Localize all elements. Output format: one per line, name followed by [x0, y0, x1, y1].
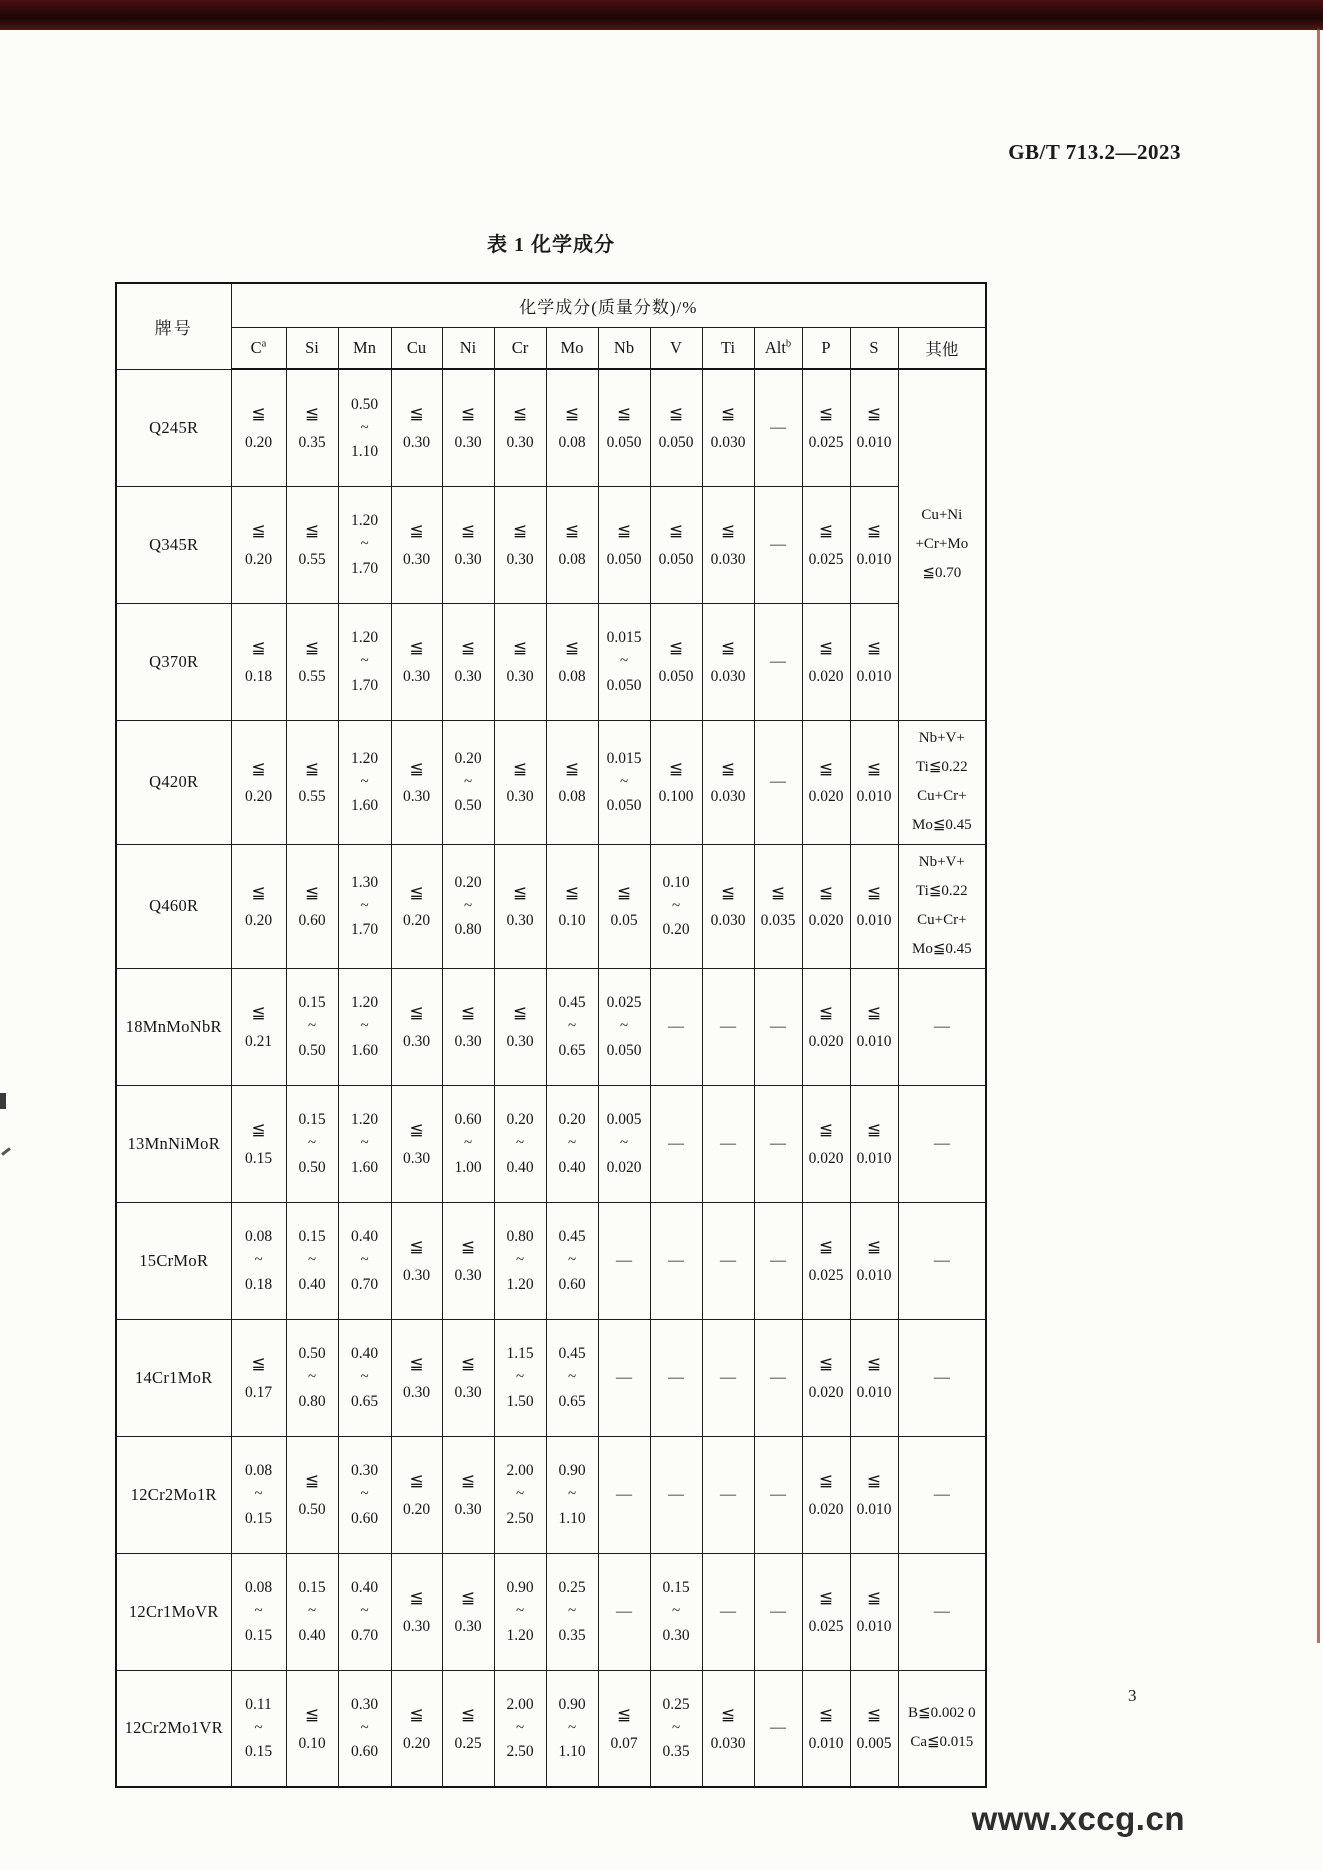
grade-cell: 12Cr1MoVR: [116, 1553, 231, 1670]
value-cell-P: ≦ 0.025: [802, 486, 850, 603]
value-cell-P: ≦ 0.025: [802, 369, 850, 486]
value-cell-Mo: ≦ 0.08: [546, 369, 598, 486]
value-cell-S: ≦ 0.010: [850, 603, 898, 720]
scan-edge-mark: [1, 1147, 11, 1156]
value-cell-Mn: 0.40 ~ 0.70: [338, 1553, 391, 1670]
value-cell-Mn: 1.20 ~ 1.60: [338, 968, 391, 1085]
value-cell-其他: —: [898, 968, 986, 1085]
value-cell-C: ≦ 0.20: [231, 486, 286, 603]
value-cell-P: ≦ 0.020: [802, 968, 850, 1085]
table-row-12Cr1MoVR: [116, 1553, 986, 1670]
value-cell-Alt: —: [754, 968, 802, 1085]
standard-code: GB/T 713.2—2023: [1008, 140, 1181, 164]
value-cell-Nb: ≦ 0.050: [598, 486, 650, 603]
value-cell-Nb: 0.015 ~ 0.050: [598, 720, 650, 844]
value-cell-Cr: ≦ 0.30: [494, 369, 546, 486]
value-cell-Ti: ≦ 0.030: [702, 1670, 754, 1787]
value-cell-Ni: 0.60 ~ 1.00: [442, 1085, 494, 1202]
watermark-url: www.xccg.cn: [971, 1800, 1185, 1837]
value-cell-Ni: ≦ 0.30: [442, 1202, 494, 1319]
value-cell-Mn: 0.40 ~ 0.70: [338, 1202, 391, 1319]
value-cell-Cu: ≦ 0.30: [391, 369, 442, 486]
value-cell-Alt: —: [754, 603, 802, 720]
value-cell-Ti: —: [702, 1553, 754, 1670]
value-cell-S: ≦ 0.010: [850, 1436, 898, 1553]
column-header-S: S: [850, 327, 898, 369]
value-cell-C: 0.08 ~ 0.15: [231, 1436, 286, 1553]
column-header-P: P: [802, 327, 850, 369]
value-cell-其他: —: [898, 1553, 986, 1670]
value-cell-Cr: 0.20 ~ 0.40: [494, 1085, 546, 1202]
value-cell-Ti: —: [702, 1319, 754, 1436]
value-cell-C: 0.08 ~ 0.18: [231, 1202, 286, 1319]
value-cell-Cr: ≦ 0.30: [494, 844, 546, 968]
value-cell-V: 0.25 ~ 0.35: [650, 1670, 702, 1787]
value-cell-Mn: 1.20 ~ 1.70: [338, 486, 391, 603]
value-cell-Ti: ≦ 0.030: [702, 603, 754, 720]
value-cell-Alt: —: [754, 720, 802, 844]
value-cell-Ni: 0.20 ~ 0.80: [442, 844, 494, 968]
value-cell-Cu: ≦ 0.30: [391, 486, 442, 603]
value-cell-Cu: ≦ 0.30: [391, 720, 442, 844]
value-cell-Cu: ≦ 0.30: [391, 1085, 442, 1202]
table-title: 表 1 化学成分: [487, 234, 615, 256]
column-header-Mo: Mo: [546, 327, 598, 369]
table-row-13MnNiMoR: [116, 1085, 986, 1202]
value-cell-V: ≦ 0.050: [650, 369, 702, 486]
value-cell-其他: —: [898, 1436, 986, 1553]
value-cell-Alt: ≦ 0.035: [754, 844, 802, 968]
table-row-12Cr2Mo1R: [116, 1436, 986, 1553]
value-cell-Ti: —: [702, 1085, 754, 1202]
value-cell-Cr: 2.00 ~ 2.50: [494, 1436, 546, 1553]
value-cell-V: —: [650, 1319, 702, 1436]
value-cell-Mo: 0.45 ~ 0.60: [546, 1202, 598, 1319]
value-cell-Alt: —: [754, 1319, 802, 1436]
value-cell-Ti: —: [702, 1202, 754, 1319]
value-cell-其他: —: [898, 1319, 986, 1436]
value-cell-Nb: ≦ 0.07: [598, 1670, 650, 1787]
column-header-Alt: Alt$^b$: [754, 327, 802, 369]
value-cell-Ti: —: [702, 1436, 754, 1553]
value-cell-Mn: 0.50 ~ 1.10: [338, 369, 391, 486]
value-cell-Cu: ≦ 0.30: [391, 603, 442, 720]
value-cell-V: ≦ 0.100: [650, 720, 702, 844]
value-cell-Ti: ≦ 0.030: [702, 720, 754, 844]
value-cell-Mo: 0.20 ~ 0.40: [546, 1085, 598, 1202]
column-header-Cr: Cr: [494, 327, 546, 369]
value-cell-其他: B≦0.002 0 Ca≦0.015: [898, 1670, 986, 1787]
value-cell-Cu: ≦ 0.30: [391, 1202, 442, 1319]
value-cell-Mo: ≦ 0.10: [546, 844, 598, 968]
value-cell-Alt: —: [754, 1085, 802, 1202]
grade-cell: 15CrMoR: [116, 1202, 231, 1319]
value-cell-P: ≦ 0.025: [802, 1202, 850, 1319]
value-cell-Nb: ≦ 0.05: [598, 844, 650, 968]
scan-edge-mark: [0, 1093, 6, 1109]
value-cell-Nb: —: [598, 1202, 650, 1319]
value-cell-Cu: ≦ 0.20: [391, 1436, 442, 1553]
value-cell-V: ≦ 0.050: [650, 603, 702, 720]
table-row-Q245R: [116, 369, 986, 486]
value-cell-C: ≦ 0.20: [231, 720, 286, 844]
value-cell-S: ≦ 0.005: [850, 1670, 898, 1787]
value-cell-Ti: ≦ 0.030: [702, 369, 754, 486]
value-cell-Nb: ≦ 0.050: [598, 369, 650, 486]
value-cell-Si: ≦ 0.55: [286, 486, 338, 603]
table-row-Q460R: [116, 844, 986, 968]
table-row-Q370R: [116, 603, 986, 720]
value-cell-Cr: 1.15 ~ 1.50: [494, 1319, 546, 1436]
value-cell-C: ≦ 0.18: [231, 603, 286, 720]
value-cell-S: ≦ 0.010: [850, 1085, 898, 1202]
table-wrapper: [115, 282, 987, 1788]
value-cell-C: ≦ 0.17: [231, 1319, 286, 1436]
value-cell-其他: —: [898, 1085, 986, 1202]
value-cell-Mo: 0.45 ~ 0.65: [546, 968, 598, 1085]
value-cell-Nb: —: [598, 1436, 650, 1553]
scan-top-band: [0, 0, 1323, 30]
table-row-Q420R: [116, 720, 986, 844]
value-cell-Cu: ≦ 0.20: [391, 1670, 442, 1787]
value-cell-Mo: 0.25 ~ 0.35: [546, 1553, 598, 1670]
value-cell-Cr: ≦ 0.30: [494, 486, 546, 603]
value-cell-Si: 0.15 ~ 0.40: [286, 1202, 338, 1319]
value-cell-V: 0.10 ~ 0.20: [650, 844, 702, 968]
grade-cell: 13MnNiMoR: [116, 1085, 231, 1202]
value-cell-P: ≦ 0.025: [802, 1553, 850, 1670]
column-header-其他: 其他: [898, 327, 986, 369]
value-cell-Ni: ≦ 0.30: [442, 1553, 494, 1670]
value-cell-Alt: —: [754, 486, 802, 603]
column-header-C: $C^a$: [231, 327, 286, 369]
value-cell-Mo: ≦ 0.08: [546, 486, 598, 603]
value-cell-Mo: ≦ 0.08: [546, 603, 598, 720]
value-cell-Cu: ≦ 0.30: [391, 968, 442, 1085]
value-cell-C: ≦ 0.15: [231, 1085, 286, 1202]
grade-cell: Q370R: [116, 603, 231, 720]
value-cell-V: ≦ 0.050: [650, 486, 702, 603]
value-cell-Nb: 0.005 ~ 0.020: [598, 1085, 650, 1202]
value-cell-Cu: ≦ 0.20: [391, 844, 442, 968]
value-cell-Mn: 0.40 ~ 0.65: [338, 1319, 391, 1436]
composition-group-header: 化学成分(质量分数)/%: [231, 283, 986, 327]
value-cell-P: ≦ 0.020: [802, 1085, 850, 1202]
column-header-Ni: Ni: [442, 327, 494, 369]
value-cell-Ti: ≦ 0.030: [702, 844, 754, 968]
value-cell-Alt: —: [754, 1553, 802, 1670]
value-cell-P: ≦ 0.020: [802, 844, 850, 968]
chemical-composition-table: [115, 282, 987, 1788]
value-cell-C: ≦ 0.20: [231, 844, 286, 968]
value-cell-Mn: 1.20 ~ 1.70: [338, 603, 391, 720]
value-cell-Mn: 1.20 ~ 1.60: [338, 720, 391, 844]
scan-right-edge-line: [1317, 28, 1320, 1643]
table-row-Q345R: [116, 486, 986, 603]
value-cell-P: ≦ 0.020: [802, 1436, 850, 1553]
value-cell-Ni: ≦ 0.25: [442, 1670, 494, 1787]
value-cell-V: —: [650, 1202, 702, 1319]
value-cell-S: ≦ 0.010: [850, 486, 898, 603]
grade-cell: 14Cr1MoR: [116, 1319, 231, 1436]
grade-column-header: 牌号: [116, 283, 231, 369]
value-cell-C: 0.11 ~ 0.15: [231, 1670, 286, 1787]
value-cell-S: ≦ 0.010: [850, 369, 898, 486]
column-header-Cu: Cu: [391, 327, 442, 369]
value-cell-Cu: ≦ 0.30: [391, 1553, 442, 1670]
grade-cell: 12Cr2Mo1VR: [116, 1670, 231, 1787]
value-cell-Cr: ≦ 0.30: [494, 603, 546, 720]
value-cell-V: 0.15 ~ 0.30: [650, 1553, 702, 1670]
value-cell-Mo: 0.90 ~ 1.10: [546, 1670, 598, 1787]
page-number: 3: [1128, 1686, 1137, 1705]
value-cell-Si: 0.50 ~ 0.80: [286, 1319, 338, 1436]
table-row-14Cr1MoR: [116, 1319, 986, 1436]
table-row-15CrMoR: [116, 1202, 986, 1319]
value-cell-Cr: 0.80 ~ 1.20: [494, 1202, 546, 1319]
value-cell-Cu: ≦ 0.30: [391, 1319, 442, 1436]
value-cell-P: ≦ 0.010: [802, 1670, 850, 1787]
value-cell-S: ≦ 0.010: [850, 1202, 898, 1319]
value-cell-Ni: ≦ 0.30: [442, 603, 494, 720]
value-cell-Si: ≦ 0.35: [286, 369, 338, 486]
value-cell-P: ≦ 0.020: [802, 720, 850, 844]
value-cell-V: —: [650, 1436, 702, 1553]
value-cell-Mo: 0.45 ~ 0.65: [546, 1319, 598, 1436]
grade-cell: Q245R: [116, 369, 231, 486]
value-cell-P: ≦ 0.020: [802, 603, 850, 720]
value-cell-Si: ≦ 0.50: [286, 1436, 338, 1553]
value-cell-V: —: [650, 1085, 702, 1202]
value-cell-Nb: 0.015 ~ 0.050: [598, 603, 650, 720]
value-cell-S: ≦ 0.010: [850, 1553, 898, 1670]
value-cell-C: ≦ 0.20: [231, 369, 286, 486]
value-cell-Cr: 0.90 ~ 1.20: [494, 1553, 546, 1670]
value-cell-Nb: —: [598, 1319, 650, 1436]
value-cell-Mn: 0.30 ~ 0.60: [338, 1436, 391, 1553]
value-cell-S: ≦ 0.010: [850, 1319, 898, 1436]
value-cell-Si: 0.15 ~ 0.40: [286, 1553, 338, 1670]
value-cell-V: —: [650, 968, 702, 1085]
value-cell-Mn: 1.20 ~ 1.60: [338, 1085, 391, 1202]
value-cell-Ni: ≦ 0.30: [442, 1436, 494, 1553]
value-cell-Si: ≦ 0.60: [286, 844, 338, 968]
value-cell-Nb: —: [598, 1553, 650, 1670]
value-cell-Ni: ≦ 0.30: [442, 968, 494, 1085]
value-cell-P: ≦ 0.020: [802, 1319, 850, 1436]
table-row-18MnMoNbR: [116, 968, 986, 1085]
value-cell-Mn: 0.30 ~ 0.60: [338, 1670, 391, 1787]
value-cell-C: ≦ 0.21: [231, 968, 286, 1085]
column-header-Nb: Nb: [598, 327, 650, 369]
value-cell-Mo: 0.90 ~ 1.10: [546, 1436, 598, 1553]
column-header-V: V: [650, 327, 702, 369]
value-cell-Mn: 1.30 ~ 1.70: [338, 844, 391, 968]
grade-cell: Q460R: [116, 844, 231, 968]
value-cell-S: ≦ 0.010: [850, 844, 898, 968]
column-header-Mn: Mn: [338, 327, 391, 369]
value-cell-其他: Nb+V+ Ti≦0.22 Cu+Cr+ Mo≦0.45: [898, 720, 986, 844]
column-header-Ti: Ti: [702, 327, 754, 369]
grade-cell: 18MnMoNbR: [116, 968, 231, 1085]
table-row-12Cr2Mo1VR: [116, 1670, 986, 1787]
value-cell-Cr: ≦ 0.30: [494, 720, 546, 844]
value-cell-Si: 0.15 ~ 0.50: [286, 968, 338, 1085]
column-header-Si: Si: [286, 327, 338, 369]
value-cell-Ni: ≦ 0.30: [442, 369, 494, 486]
value-cell-Ni: ≦ 0.30: [442, 1319, 494, 1436]
value-cell-C: 0.08 ~ 0.15: [231, 1553, 286, 1670]
value-cell-其他: Nb+V+ Ti≦0.22 Cu+Cr+ Mo≦0.45: [898, 844, 986, 968]
grade-cell: 12Cr2Mo1R: [116, 1436, 231, 1553]
value-cell-Ti: —: [702, 968, 754, 1085]
value-cell-Cr: ≦ 0.30: [494, 968, 546, 1085]
value-cell-Si: 0.15 ~ 0.50: [286, 1085, 338, 1202]
value-cell-Si: ≦ 0.55: [286, 603, 338, 720]
value-cell-Alt: —: [754, 1202, 802, 1319]
value-cell-Ni: 0.20 ~ 0.50: [442, 720, 494, 844]
value-cell-Nb: 0.025 ~ 0.050: [598, 968, 650, 1085]
value-cell-Ti: ≦ 0.030: [702, 486, 754, 603]
value-cell-Cr: 2.00 ~ 2.50: [494, 1670, 546, 1787]
grade-cell: Q420R: [116, 720, 231, 844]
value-cell-Si: ≦ 0.10: [286, 1670, 338, 1787]
value-cell-Mo: ≦ 0.08: [546, 720, 598, 844]
value-cell-S: ≦ 0.010: [850, 968, 898, 1085]
value-cell-其他: Cu+Ni +Cr+Mo ≦0.70: [898, 369, 986, 720]
value-cell-Alt: —: [754, 1436, 802, 1553]
grade-cell: Q345R: [116, 486, 231, 603]
value-cell-Ni: ≦ 0.30: [442, 486, 494, 603]
value-cell-Alt: —: [754, 369, 802, 486]
value-cell-其他: —: [898, 1202, 986, 1319]
value-cell-Alt: —: [754, 1670, 802, 1787]
value-cell-Si: ≦ 0.55: [286, 720, 338, 844]
value-cell-S: ≦ 0.010: [850, 720, 898, 844]
